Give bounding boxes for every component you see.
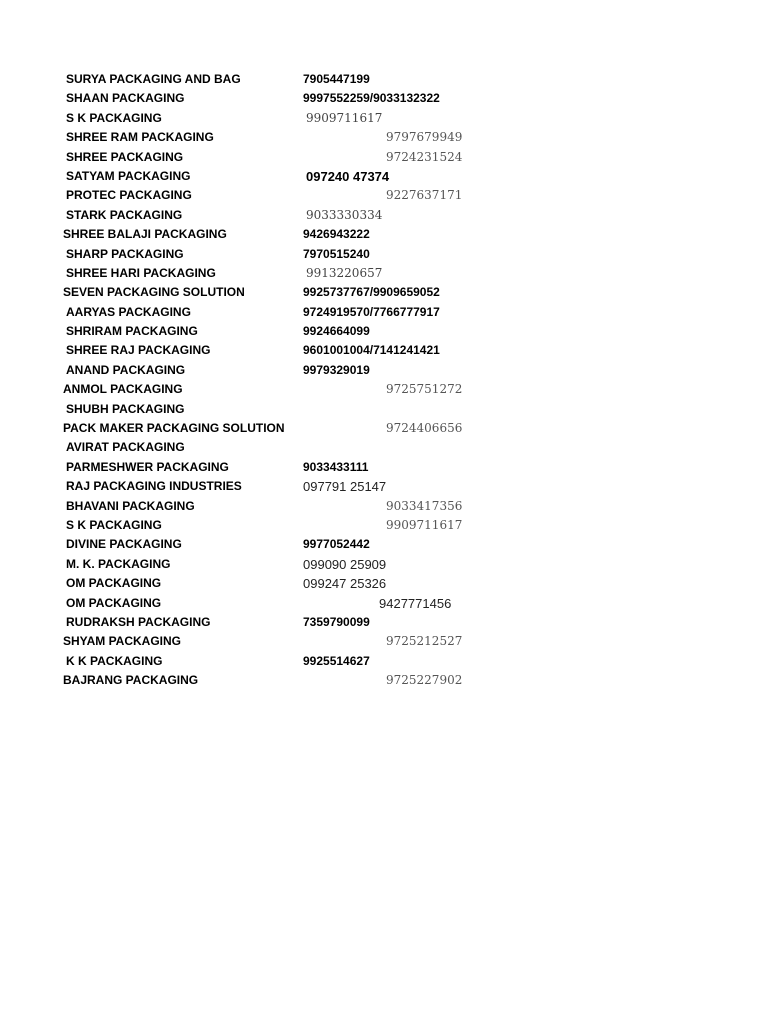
company-name: SHRIRAM PACKAGING: [66, 324, 198, 339]
company-name: OM PACKAGING: [66, 595, 162, 610]
company-name: SHUBH PACKAGING: [66, 401, 185, 416]
contact-row: [0, 632, 768, 651]
company-name: STARK PACKAGING: [66, 207, 183, 222]
company-name: SEVEN PACKAGING SOLUTION: [63, 285, 245, 300]
phone-number: 9033330334: [306, 207, 383, 222]
company-name: DIVINE PACKAGING: [66, 537, 182, 552]
phone-number: 9601001004/7141241421: [303, 343, 440, 358]
phone-number: 097791 25147: [303, 479, 387, 495]
company-name: SURYA PACKAGING AND BAG: [66, 72, 241, 86]
company-name: ANAND PACKAGING: [66, 362, 186, 377]
phone-number: 097240 47374: [306, 168, 390, 184]
company-name: SHYAM PACKAGING: [63, 634, 182, 649]
contact-row: [0, 477, 768, 496]
phone-number: 9724919570/7766777917: [303, 304, 440, 319]
company-name: RAJ PACKAGING INDUSTRIES: [66, 479, 242, 494]
contact-row: [0, 535, 768, 554]
contact-row: [0, 497, 768, 516]
contact-row: [0, 167, 768, 186]
phone-number: 9925737767/9909659052: [303, 285, 440, 300]
phone-number: 9426943222: [303, 227, 370, 242]
contact-row: [0, 225, 768, 244]
phone-number: 099247 25326: [303, 576, 387, 592]
phone-number: 9913220657: [306, 265, 383, 280]
phone-number: 7970515240: [303, 246, 370, 261]
company-name: K K PACKAGING: [66, 653, 163, 668]
company-name: SHREE PACKAGING: [66, 149, 184, 164]
contact-row: [0, 70, 768, 89]
phone-number: 9909711617: [386, 517, 463, 532]
company-name: SHARP PACKAGING: [66, 246, 184, 261]
company-name: PACK MAKER PACKAGING SOLUTION: [63, 421, 285, 436]
contact-row: [0, 555, 768, 574]
contact-row: [0, 89, 768, 108]
phone-number: 9724231524: [386, 149, 463, 164]
contact-row: [0, 109, 768, 128]
company-name: SHAAN PACKAGING: [66, 91, 185, 106]
company-name: SHREE BALAJI PACKAGING: [63, 227, 227, 242]
contact-row: [0, 400, 768, 419]
company-name: S K PACKAGING: [66, 110, 162, 125]
contact-row: [0, 652, 768, 671]
contact-row: [0, 458, 768, 477]
contact-row: [0, 322, 768, 341]
phone-number: 9227637171: [386, 188, 463, 203]
contact-row: [0, 303, 768, 322]
phone-number: 7905447199: [303, 72, 370, 86]
company-name: ANMOL PACKAGING: [63, 382, 183, 397]
company-name: SHREE RAM PACKAGING: [66, 130, 214, 145]
phone-number: 9997552259/9033132322: [303, 91, 440, 106]
company-name: SATYAM PACKAGING: [66, 168, 191, 183]
contact-row: [0, 419, 768, 438]
phone-number: 099090 25909: [303, 556, 387, 572]
phone-number: 9725751272: [386, 382, 463, 397]
contact-row: [0, 671, 768, 690]
contact-row: [0, 264, 768, 283]
company-name: BHAVANI PACKAGING: [66, 498, 195, 513]
phone-number: 9909711617: [306, 110, 383, 125]
phone-number: 9725212527: [386, 634, 463, 649]
contact-row: [0, 380, 768, 399]
contact-list: [0, 70, 768, 691]
phone-number: 9797679949: [386, 130, 463, 145]
phone-number: 9427771456: [379, 595, 452, 611]
company-name: SHREE HARI PACKAGING: [66, 265, 216, 280]
contact-row: [0, 206, 768, 225]
contact-row: [0, 186, 768, 205]
phone-number: 9725227902: [386, 673, 463, 688]
company-name: PARMESHWER PACKAGING: [66, 459, 229, 474]
phone-number: 7359790099: [303, 614, 370, 629]
phone-number: 9724406656: [386, 421, 463, 436]
company-name: OM PACKAGING: [66, 576, 162, 591]
company-name: PROTEC PACKAGING: [66, 188, 192, 203]
contact-row: [0, 245, 768, 264]
phone-number: 9924664099: [303, 324, 370, 339]
company-name: S K PACKAGING: [66, 517, 162, 532]
phone-number: 9979329019: [303, 362, 370, 377]
contact-row: [0, 341, 768, 360]
contact-row: [0, 283, 768, 302]
contact-row: [0, 148, 768, 167]
phone-number: 9977052442: [303, 537, 370, 552]
company-name: RUDRAKSH PACKAGING: [66, 614, 211, 629]
contact-row: [0, 613, 768, 632]
company-name: AVIRAT PACKAGING: [66, 440, 185, 455]
company-name: AARYAS PACKAGING: [66, 304, 191, 319]
contact-row: [0, 128, 768, 147]
contact-row: [0, 516, 768, 535]
phone-number: 9925514627: [303, 653, 370, 668]
company-name: M. K. PACKAGING: [66, 556, 171, 571]
phone-number: 9033417356: [386, 498, 463, 513]
contact-row: [0, 438, 768, 457]
contact-row: [0, 594, 768, 613]
contact-row: [0, 574, 768, 593]
company-name: BAJRANG PACKAGING: [63, 673, 199, 688]
company-name: SHREE RAJ PACKAGING: [66, 343, 211, 358]
contact-row: [0, 361, 768, 380]
phone-number: 9033433111: [303, 459, 369, 474]
